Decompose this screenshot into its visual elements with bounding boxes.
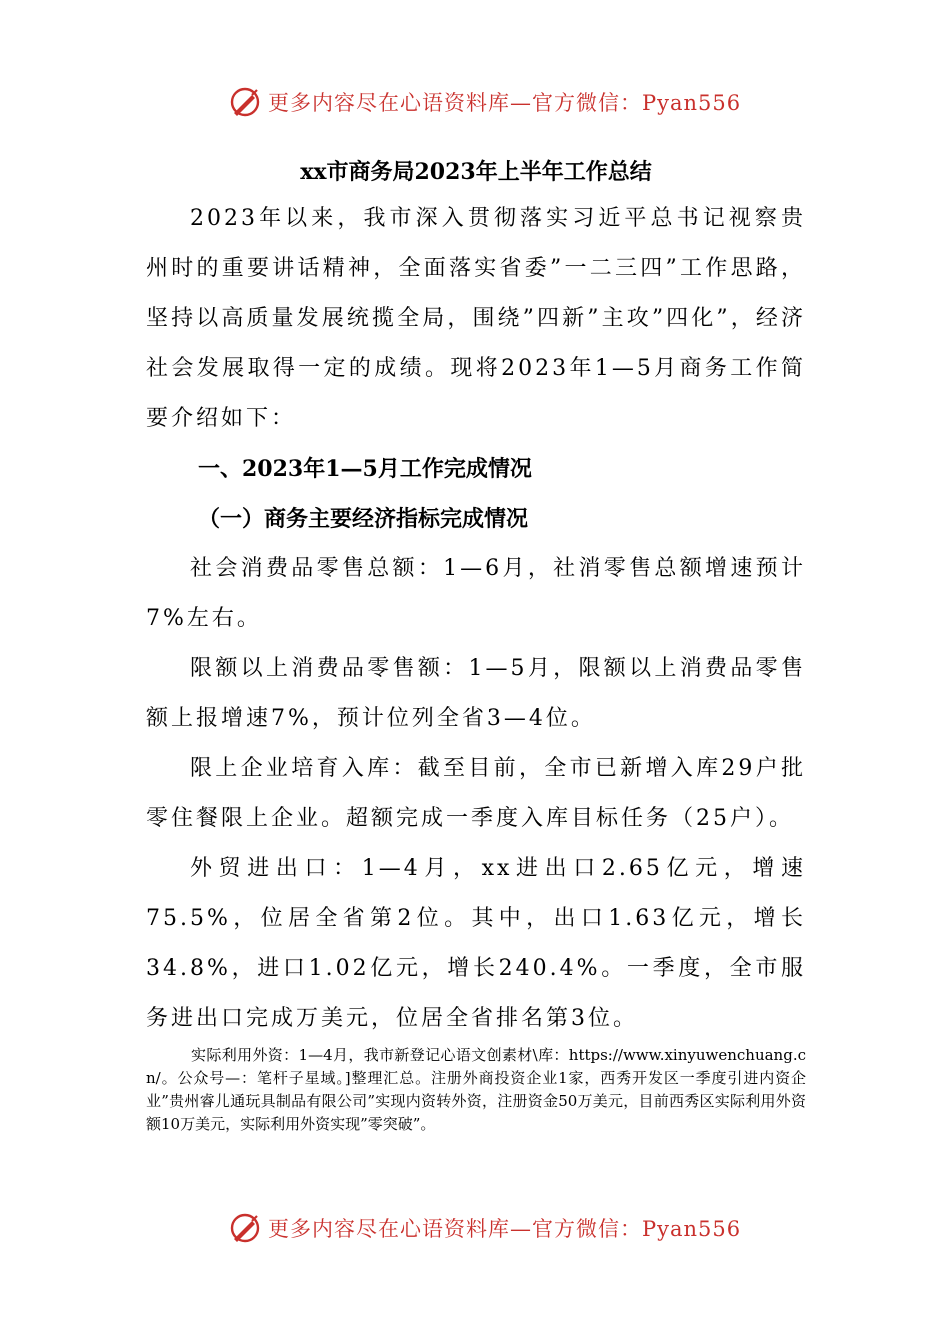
subsection-heading: （一）商务主要经济指标完成情况 (198, 506, 529, 532)
watermark-text: 更多内容尽在心语资料库—官方微信：Pyan556 (268, 91, 742, 115)
top-watermark-banner (0, 82, 950, 122)
section-heading: 一、2023年1—5月工作完成情况 (198, 456, 532, 482)
document-body (146, 150, 806, 1136)
retail-paragraph: 社会消费品零售总额：1—6月，社消零售总额增速预计7%左右。 (146, 556, 806, 631)
trade-paragraph: 外贸进出口：1—4月，xx进出口2.65亿元，增速75.5%，位居全省第2位。其中，出口1.63亿元，增长34.8%，进口1.02亿元，增长240.4%。一季度，全市服务进出口完成万美元，位居全省排名第3位。 (146, 856, 806, 1031)
document-title: xx市商务局2023年上半年工作总结 (300, 159, 652, 185)
foreign-investment-paragraph: 实际利用外资：1—4月，我市新登记心语文创素材\库：https://www.xinyuwenchuang.cn/。公众号—：笔杆子星域。]整理汇总。注册外商投资企业1家，西秀开发区一季度引进内资企业”贵州睿儿通玩具制品有限公司”实现内资转外资，注册资金50万美元，目前西秀区实际利用外资额10万美元，实际利用外资实现”零突破”。 (146, 1046, 806, 1133)
enterprise-paragraph: 限上企业培育入库：截至目前，全市已新增入库29户批零住餐限上企业。超额完成一季度入库目标任务（25户）。 (146, 756, 806, 831)
watermark-text: 更多内容尽在心语资料库—官方微信：Pyan556 (268, 1217, 742, 1241)
limit-retail-paragraph: 限额以上消费品零售额：1—5月，限额以上消费品零售额上报增速7%，预计位列全省3—4位。 (146, 656, 806, 731)
intro-paragraph: 2023年以来，我市深入贯彻落实习近平总书记视察贵州时的重要讲话精神，全面落实省委”一二三四”工作思路，坚持以高质量发展统揽全局，围绕”四新”主攻”四化”，经济社会发展取得一定的成绩。现将2023年1—5月商务工作简要介绍如下： (146, 206, 806, 431)
bottom-watermark-banner (0, 1208, 950, 1248)
pen-circle-logo-icon (228, 85, 262, 119)
pen-circle-logo-icon (228, 1211, 262, 1245)
